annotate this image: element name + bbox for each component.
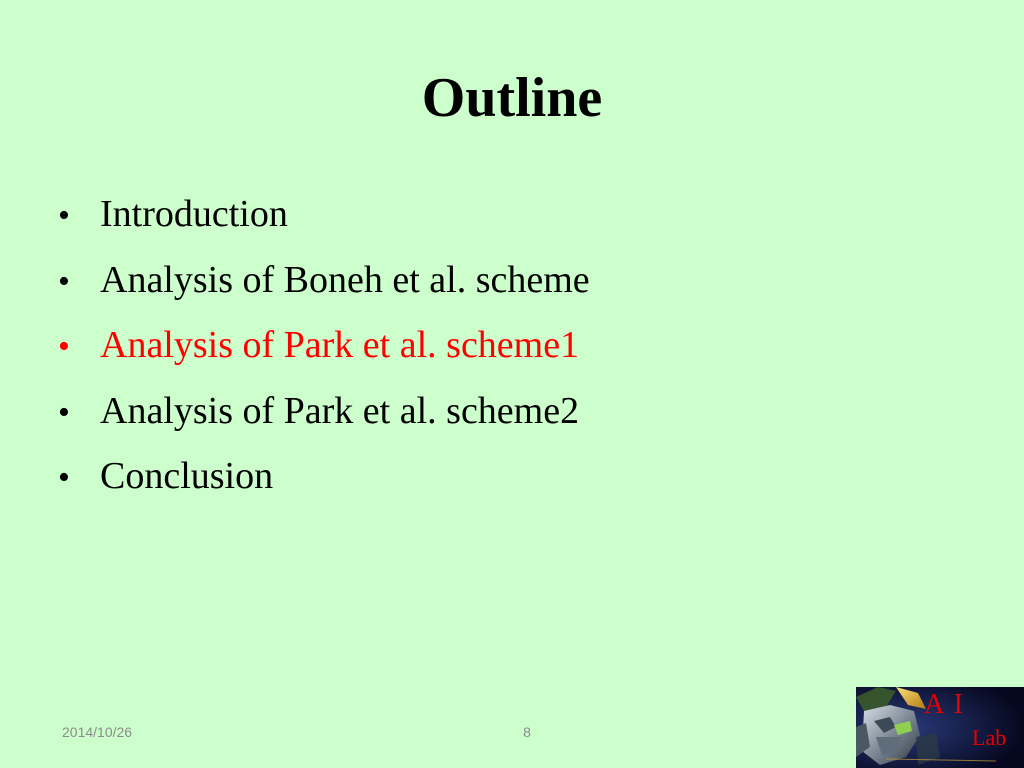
slide-title: Outline — [421, 67, 603, 129]
bullet-icon: • — [58, 459, 70, 496]
logo-text-lab: Lab — [972, 725, 1007, 750]
bullet-icon: • — [58, 328, 70, 365]
list-item-text: Analysis of Park et al. scheme2 — [100, 389, 580, 432]
ai-lab-logo — [856, 687, 1024, 768]
bullet-icon: • — [58, 262, 70, 300]
list-item-text: Analysis of Park et al. scheme1 — [100, 324, 580, 366]
list-item — [58, 254, 958, 320]
bullet-icon: • — [58, 197, 70, 234]
list-item — [58, 385, 958, 451]
list-item — [58, 188, 958, 254]
logo-text-ai: A I — [924, 689, 965, 720]
list-item — [58, 450, 958, 516]
page-number: 8 — [523, 724, 531, 740]
list-item-text: Conclusion — [100, 455, 274, 497]
list-item-text: Analysis of Boneh et al. scheme — [100, 258, 590, 301]
bullet-icon: • — [58, 393, 70, 431]
outline-list — [58, 188, 958, 516]
list-item-highlighted — [58, 319, 958, 385]
list-item-text: Introduction — [100, 193, 288, 235]
footer-date: 2014/10/26 — [62, 724, 133, 740]
